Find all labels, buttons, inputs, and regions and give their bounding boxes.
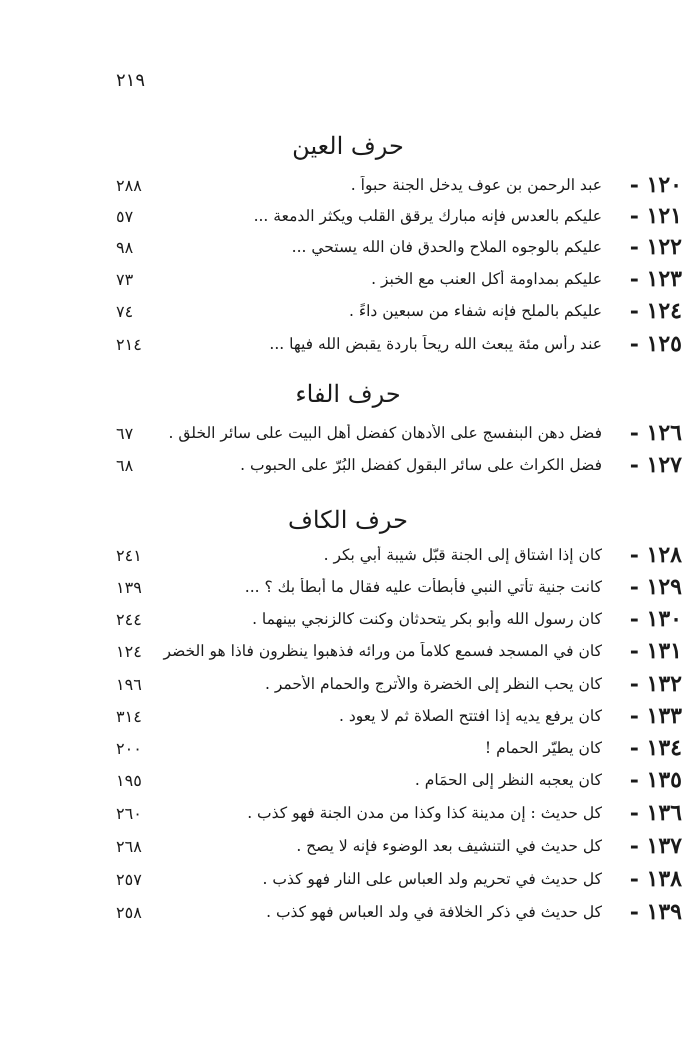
entry-text: كان يطيّر الحمام !: [484, 739, 602, 757]
entry-text: فضل دهن البنفسج على الأدهان كفضل أهل البيت على سائر الخلق .: [168, 424, 602, 442]
entry-text: كل حديث في التنشيف بعد الوضوء فإنه لا يصح .: [296, 837, 602, 855]
entry-page: ٢٦٨: [116, 837, 142, 856]
entry-number: ١٢٨ -: [629, 542, 682, 568]
list-item: [100, 671, 682, 701]
entry-number: ١٢٦ -: [629, 420, 682, 446]
entry-number: ١٢٠ -: [629, 172, 682, 198]
entry-page: ٢١٤: [116, 335, 142, 354]
entry-number: ١٣٩ -: [629, 899, 682, 925]
list-item: [100, 800, 682, 830]
entry-text: عليكم بالعدس فإنه مبارك يرقق القلب ويكثر الدمعة ...: [253, 207, 602, 225]
section-title: حرف الفاء: [295, 380, 401, 408]
entry-text: كان رسول الله وأبو بكر يتحدثان وكنت كالزنجي بينهما .: [252, 610, 602, 628]
list-item: [100, 574, 682, 604]
entry-number: ١٣٤ -: [629, 735, 682, 761]
entry-page: ٢٤٤: [116, 610, 142, 629]
entry-number: ١٣٧ -: [629, 833, 682, 859]
entry-page: ٢٦٠: [116, 804, 142, 823]
list-item: [100, 452, 682, 482]
entry-number: ١٣٠ -: [629, 606, 682, 632]
list-item: [100, 899, 682, 929]
entry-number: ١٣٦ -: [629, 800, 682, 826]
entry-number: ١٢٧ -: [629, 452, 682, 478]
entry-text: كل حديث في تحريم ولد العباس على النار فهو كذب .: [262, 870, 602, 888]
entry-text: كان يحب النظر إلى الخضرة والأترج والحمام الأحمر .: [265, 675, 602, 693]
entry-page: ١٩٦: [116, 675, 142, 694]
entry-page: ١٣٩: [116, 578, 142, 597]
entry-text: كانت جنية تأتي النبي فأبطأت عليه فقال ما أبطأ بك ؟ ...: [244, 578, 602, 596]
entry-page: ٢٥٨: [116, 903, 142, 922]
entry-text: كان يعجبه النظر إلى الحمَام .: [414, 771, 602, 789]
entry-page: ٢٨٨: [116, 176, 142, 195]
entry-number: ١٢٥ -: [629, 331, 682, 357]
entry-page: ١٩٥: [116, 771, 142, 790]
entry-text: عليكم بالملح فإنه شفاء من سبعين داءً .: [348, 302, 602, 320]
entry-text: كان إذا اشتاق إلى الجنة قبّل شيبة أبي بكر .: [323, 546, 602, 564]
entry-number: ١٢١ -: [629, 203, 682, 229]
entry-text: عند رأس مئة يبعث الله ريحاً باردة يقبض الله فيها ...: [269, 335, 602, 353]
entry-text: عبد الرحمن بن عوف يدخل الجنة حبواً .: [350, 176, 602, 194]
list-item: [100, 234, 682, 264]
section-title: حرف العين: [292, 132, 404, 160]
section-title: حرف الكاف: [287, 506, 408, 534]
list-item: [100, 767, 682, 797]
entry-number: ١٣٣ -: [629, 703, 682, 729]
entry-text: كان يرفع يديه إذا افتتح الصلاة ثم لا يعود .: [339, 707, 602, 725]
list-item: [100, 703, 682, 733]
list-item: [100, 606, 682, 636]
entry-page: ٦٨: [116, 456, 134, 475]
list-item: [100, 172, 682, 202]
entry-number: ١٣٨ -: [629, 866, 682, 892]
page-number: ٢١٩: [116, 70, 146, 91]
entry-number: ١٣١ -: [629, 638, 682, 664]
list-item: [100, 542, 682, 572]
list-item: [100, 203, 682, 233]
list-item: [100, 638, 682, 668]
list-item: [100, 420, 682, 450]
entry-text: كل حديث في ذكر الخلافة في ولد العباس فهو كذب .: [266, 903, 602, 921]
entry-page: ٢٤١: [116, 546, 142, 565]
entry-page: ٩٨: [116, 238, 134, 257]
entry-text: عليكم بمداومة أكل العنب مع الخبز .: [371, 270, 602, 288]
entry-text: كل حديث : إن مدينة كذا وكذا من مدن الجنة فهو كذب .: [247, 804, 602, 822]
entry-number: ١٢٣ -: [629, 266, 682, 292]
entry-page: ٢٠٠: [116, 739, 142, 758]
entry-page: ٢٥٧: [116, 870, 142, 889]
entry-page: ٧٣: [116, 270, 134, 289]
entry-number: ١٢٢ -: [629, 234, 682, 260]
entry-text: كان في المسجد فسمع كلاماً من ورائه فذهبوا ينظرون فاذا هو الخضر: [163, 642, 602, 660]
entry-text: عليكم بالوجوه الملاح والحدق فان الله يستحي ...: [291, 238, 602, 256]
entry-number: ١٢٤ -: [629, 298, 682, 324]
entry-page: ٣١٤: [116, 707, 142, 726]
entry-number: ١٣٢ -: [629, 671, 682, 697]
entry-page: ٧٤: [116, 302, 134, 321]
list-item: [100, 298, 682, 328]
entry-number: ١٢٩ -: [629, 574, 682, 600]
entry-text: فضل الكراث على سائر البقول كفضل البُرّ على الحبوب .: [240, 456, 602, 474]
list-item: [100, 331, 682, 361]
entry-page: ٥٧: [116, 207, 134, 226]
list-item: [100, 735, 682, 765]
entry-page: ٦٧: [116, 424, 134, 443]
list-item: [100, 866, 682, 896]
list-item: [100, 266, 682, 296]
entry-number: ١٣٥ -: [629, 767, 682, 793]
list-item: [100, 833, 682, 863]
entry-page: ١٢٤: [116, 642, 142, 661]
